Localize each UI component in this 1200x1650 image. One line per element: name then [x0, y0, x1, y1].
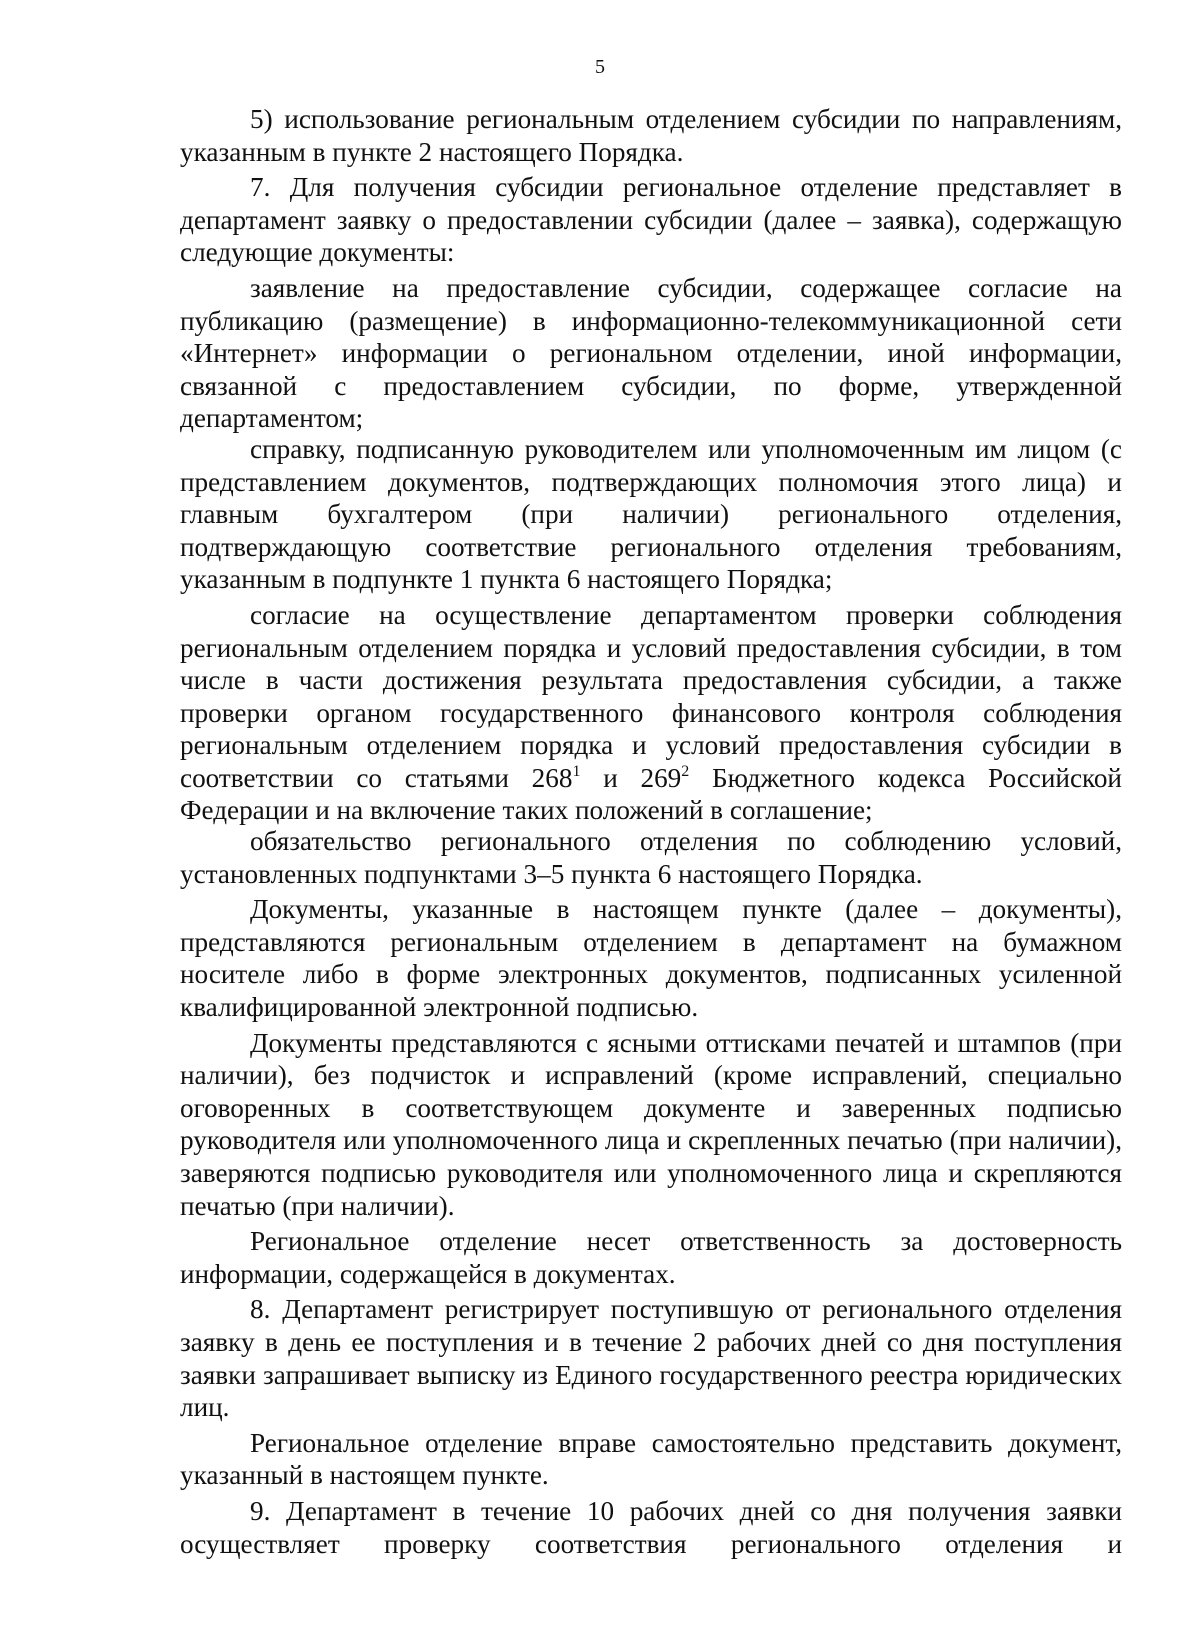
paragraph-documents-submission: Документы, указанные в настоящем пункте (далее – документы), представляются региональным отделением в департамент на бумажном носителе либо в форме электронных документов, подписанных усиленной квалифицированной электронной подписью.	[180, 894, 1122, 1023]
paragraph-certificate: справку, подписанную руководителем или уполномоченным им лицом (с представлением документов, подтверждающих полномочия этого лица) и главным бухгалтером (при наличии) регионального отделения, подтверждающую соответствие регионального отделения требованиям, указанным в подпункте 1 пункта 6 настоящего Порядка;	[180, 433, 1122, 595]
paragraph-self-submission: Региональное отделение вправе самостоятельно представить документ, указанный в настоящем пункте.	[180, 1427, 1122, 1491]
superscript-1: 1	[572, 762, 581, 780]
superscript-2: 2	[681, 762, 690, 780]
paragraph-clause-7: 7. Для получения субсидии региональное отделение представляет в департамент заявку о предоставлении субсидии (далее – заявка), содержащую следующие документы:	[180, 172, 1122, 268]
paragraph-clause-8: 8. Департамент регистрирует поступившую от регионального отделения заявку в день ее поступления и в течение 2 рабочих дней со дня поступления заявки запрашивает выписку из Единого государственного реестра юридических лиц.	[180, 1294, 1122, 1423]
page-number: 5	[595, 56, 605, 78]
paragraph-responsibility: Региональное отделение несет ответственность за достоверность информации, содержащейся в документах.	[180, 1226, 1122, 1289]
paragraph-application: заявление на предоставление субсидии, содержащее согласие на публикацию (размещение) в информационно-телекоммуникационной сети «Интернет» информации о региональном отделении, иной информации, связанной с предоставлением субсидии, по форме, утвержденной департаментом;	[180, 272, 1122, 434]
document-body	[180, 103, 1122, 1560]
paragraph-consent	[180, 599, 1122, 827]
consent-text-middle: и 269	[580, 762, 682, 793]
paragraph-clause-9: 9. Департамент в течение 10 рабочих дней со дня получения заявки осуществляет проверку соответствия регионального отделения и	[180, 1495, 1122, 1559]
consent-text-end: Бюджетного кодекса Российской Федерации и на включение таких положений в соглашение;	[180, 762, 1122, 826]
consent-text-start: согласие на осуществление департаментом проверки соблюдения региональным отделением порядка и условий предоставления субсидии, в том числе в части достижения результата предоставления субсидии, а также проверки органом государственного финансового контроля соблюдения региональным отделением порядка и условий предоставления субсидии в соответствии со статьями 268	[180, 599, 1122, 793]
paragraph-item-5: 5) использование региональным отделением субсидии по направлениям, указанным в пункте 2 настоящего Порядка.	[180, 104, 1122, 167]
paragraph-documents-requirements: Документы представляются с ясными оттисками печатей и штампов (при наличии), без подчисток и исправлений (кроме исправлений, специально оговоренных в соответствующем документе и заверенных подписью руководителя или уполномоченного лица и скрепленных печатью (при наличии), заверяются подписью руководителя или уполномоченного лица и скрепляются печатью (при наличии).	[180, 1027, 1122, 1221]
paragraph-obligation: обязательство регионального отделения по соблюдению условий, установленных подпунктами 3–5 пункта 6 настоящего Порядка.	[180, 826, 1122, 889]
